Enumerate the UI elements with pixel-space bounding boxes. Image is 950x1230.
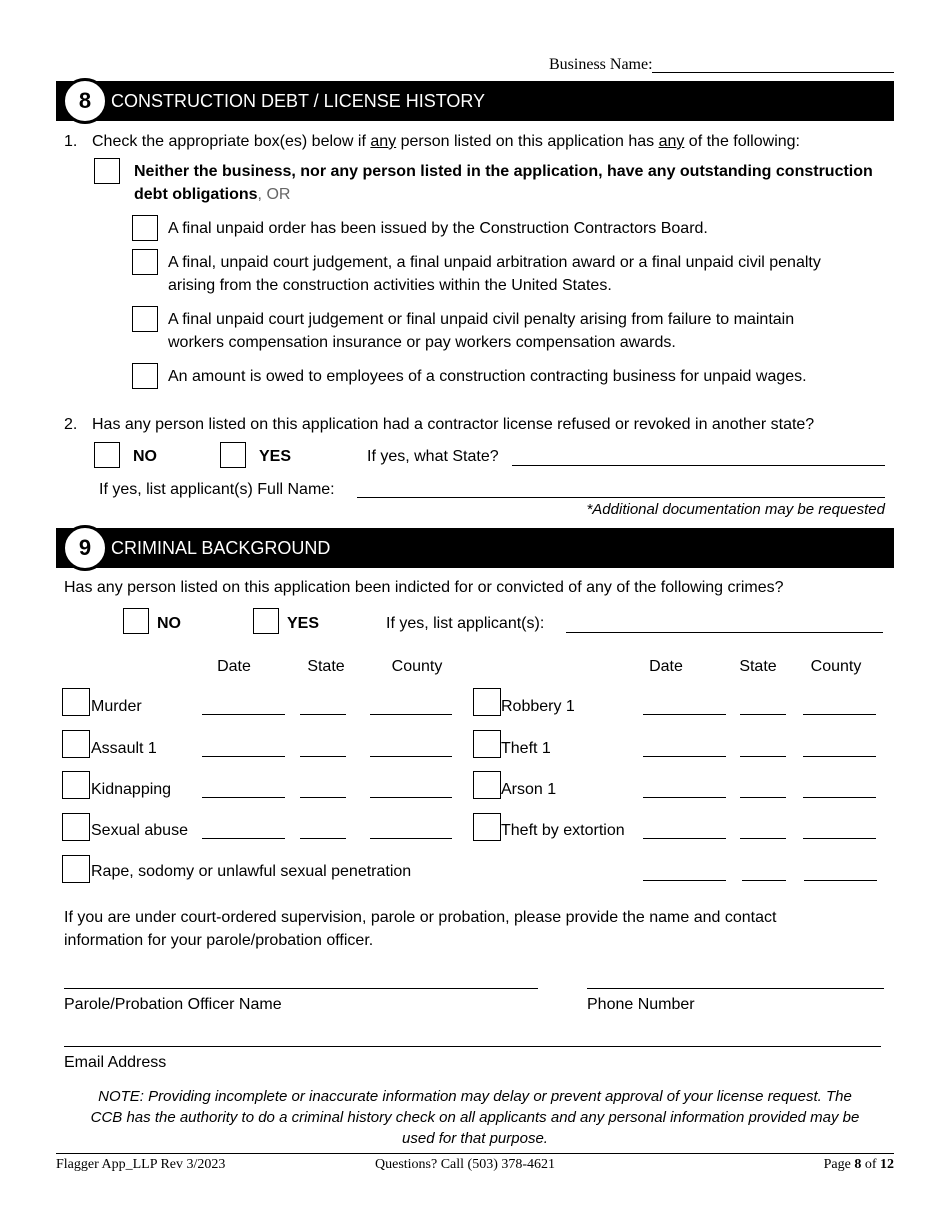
s9-question: Has any person listed on this application been indicted for or convicted of any of the following crimes?: [64, 579, 784, 596]
assault-state-field[interactable]: [300, 756, 346, 757]
theft-date-field[interactable]: [643, 756, 726, 757]
theft-extortion-county-field[interactable]: [803, 838, 876, 839]
crime-label-arson: Arson 1: [501, 781, 557, 798]
neither-line-1: Neither the business, nor any person listed in the application, have any outstanding construction: [134, 163, 873, 180]
q2-no-checkbox[interactable]: [94, 442, 120, 468]
officer-phone-field[interactable]: [587, 988, 884, 989]
theft-extortion-date-field[interactable]: [643, 838, 726, 839]
neither-line-2: [134, 184, 290, 206]
checkbox-option-4[interactable]: [132, 363, 158, 389]
crime-label-rape: Rape, sodomy or unlawful sexual penetration: [91, 863, 412, 880]
section-8-title: CONSTRUCTION DEBT / LICENSE HISTORY: [111, 91, 486, 111]
officer-email-field[interactable]: [64, 1046, 881, 1047]
checkbox-option-2[interactable]: [132, 249, 158, 275]
theft-extortion-state-field[interactable]: [740, 838, 786, 839]
q1-text-any-2: any: [658, 133, 685, 150]
crime-label-theft-extortion: Theft by extortion: [501, 822, 625, 839]
crime-checkbox-theft[interactable]: [473, 730, 501, 758]
footer-page-current: 8: [854, 1157, 862, 1172]
neither-line-2-bold: debt obligations: [134, 186, 258, 203]
option-4-line-1: An amount is owed to employees of a construction contracting business for unpaid wages.: [168, 368, 807, 385]
assault-county-field[interactable]: [370, 756, 452, 757]
q1-text-any-1: any: [370, 133, 397, 150]
crime-checkbox-arson[interactable]: [473, 771, 501, 799]
robbery-state-field[interactable]: [740, 714, 786, 715]
col-header-county-left: County: [391, 658, 443, 675]
crime-checkbox-sexual-abuse[interactable]: [62, 813, 90, 841]
crime-checkbox-rape[interactable]: [62, 855, 90, 883]
option-2-line-2: arising from the construction activities within the United States.: [168, 277, 612, 294]
murder-county-field[interactable]: [370, 714, 452, 715]
footer-page-prefix: Page: [823, 1157, 855, 1172]
q2-yes-label: YES: [259, 448, 292, 465]
robbery-county-field[interactable]: [803, 714, 876, 715]
footer-phone: Questions? Call (503) 378-4621: [375, 1157, 556, 1172]
footer-divider: [56, 1153, 894, 1154]
sexual-abuse-state-field[interactable]: [300, 838, 346, 839]
officer-name-field[interactable]: [64, 988, 538, 989]
s9-list-label: If yes, list applicant(s):: [386, 615, 545, 632]
s9-yes-label: YES: [287, 615, 320, 632]
business-name-field[interactable]: [652, 72, 894, 73]
officer-name-label: Parole/Probation Officer Name: [64, 996, 282, 1013]
q2-no-label: NO: [133, 448, 157, 465]
checkbox-option-1[interactable]: [132, 215, 158, 241]
crime-label-kidnapping: Kidnapping: [91, 781, 172, 798]
q2-yes-checkbox[interactable]: [220, 442, 246, 468]
footer-page-of: of: [861, 1157, 880, 1172]
q2-names-field[interactable]: [357, 497, 885, 498]
q2-names-label: If yes, list applicant(s) Full Name:: [99, 481, 335, 498]
crime-checkbox-murder[interactable]: [62, 688, 90, 716]
crime-checkbox-assault[interactable]: [62, 730, 90, 758]
crime-checkbox-kidnapping[interactable]: [62, 771, 90, 799]
q1-text-b: person listed on this application has: [396, 133, 659, 150]
section-9-title: CRIMINAL BACKGROUND: [111, 538, 331, 558]
crime-checkbox-theft-extortion[interactable]: [473, 813, 501, 841]
assault-date-field[interactable]: [202, 756, 285, 757]
footer-page-total: 12: [880, 1157, 894, 1172]
option-3-line-2: workers compensation insurance or pay workers compensation awards.: [168, 334, 676, 351]
col-header-state-right: State: [739, 658, 777, 675]
footer-form-id: Flagger App_LLP Rev 3/2023: [56, 1157, 226, 1172]
option-2-line-1: A final, unpaid court judgement, a final unpaid arbitration award or a final unpaid civil penalty: [168, 254, 821, 271]
s9-yes-checkbox[interactable]: [253, 608, 279, 634]
col-header-county-right: County: [810, 658, 862, 675]
arson-date-field[interactable]: [643, 797, 726, 798]
q2-state-field[interactable]: [512, 465, 885, 466]
crime-checkbox-robbery[interactable]: [473, 688, 501, 716]
crime-label-murder: Murder: [91, 698, 142, 715]
officer-phone-label: Phone Number: [587, 996, 695, 1013]
option-3-line-1: A final unpaid court judgement or final unpaid civil penalty arising from failure to maintain: [168, 311, 795, 328]
crime-label-theft: Theft 1: [501, 740, 551, 757]
section-8-number: 8: [62, 78, 108, 124]
s9-list-field[interactable]: [566, 632, 883, 633]
s9-no-checkbox[interactable]: [123, 608, 149, 634]
q1-text-c: of the following:: [684, 133, 800, 150]
murder-state-field[interactable]: [300, 714, 346, 715]
s9-no-label: NO: [157, 615, 181, 632]
note-line-3: used for that purpose.: [402, 1130, 548, 1147]
kidnapping-county-field[interactable]: [370, 797, 452, 798]
crime-label-robbery: Robbery 1: [501, 698, 575, 715]
crime-label-sexual-abuse: Sexual abuse: [91, 822, 188, 839]
rape-date-field[interactable]: [643, 880, 726, 881]
q2-number: 2.: [64, 416, 78, 433]
section-9-banner: [56, 528, 894, 568]
q1-number: 1.: [64, 133, 78, 150]
section-8-banner: [56, 81, 894, 121]
note-line-2: CCB has the authority to do a criminal history check on all applicants and any personal information provided may be: [90, 1109, 860, 1126]
checkbox-option-3[interactable]: [132, 306, 158, 332]
q1-text: [92, 131, 800, 153]
supervision-line-2: information for your parole/probation officer.: [64, 932, 374, 949]
footer-page-number: [824, 1156, 894, 1174]
col-header-date-left: Date: [217, 658, 251, 675]
crime-label-assault: Assault 1: [91, 740, 157, 757]
kidnapping-state-field[interactable]: [300, 797, 346, 798]
robbery-date-field[interactable]: [643, 714, 726, 715]
theft-county-field[interactable]: [803, 756, 876, 757]
q1-text-a: Check the appropriate box(es) below if: [92, 133, 371, 150]
theft-state-field[interactable]: [740, 756, 786, 757]
col-header-date-right: Date: [649, 658, 683, 675]
q2-state-label: If yes, what State?: [367, 448, 499, 465]
section-9-number: 9: [62, 525, 108, 571]
murder-date-field[interactable]: [202, 714, 285, 715]
q2-additional-doc-note: *Additional documentation may be requested: [586, 501, 885, 518]
option-1-line-1: A final unpaid order has been issued by the Construction Contractors Board.: [168, 220, 708, 237]
sexual-abuse-county-field[interactable]: [370, 838, 452, 839]
note-line-1: NOTE: Providing incomplete or inaccurate information may delay or prevent approval of your license request. The: [98, 1088, 852, 1105]
q2-text: Has any person listed on this application had a contractor license refused or revoked in another state?: [92, 416, 815, 433]
kidnapping-date-field[interactable]: [202, 797, 285, 798]
arson-county-field[interactable]: [803, 797, 876, 798]
col-header-state-left: State: [307, 658, 345, 675]
sexual-abuse-date-field[interactable]: [202, 838, 285, 839]
neither-or: , OR: [257, 186, 291, 203]
arson-state-field[interactable]: [740, 797, 786, 798]
rape-state-field[interactable]: [742, 880, 786, 881]
rape-county-field[interactable]: [804, 880, 877, 881]
officer-email-label: Email Address: [64, 1054, 167, 1071]
checkbox-neither[interactable]: [94, 158, 120, 184]
business-name-label: Business Name:: [549, 56, 653, 73]
supervision-line-1: If you are under court-ordered supervision, parole or probation, please provide the name and contact: [64, 909, 777, 926]
